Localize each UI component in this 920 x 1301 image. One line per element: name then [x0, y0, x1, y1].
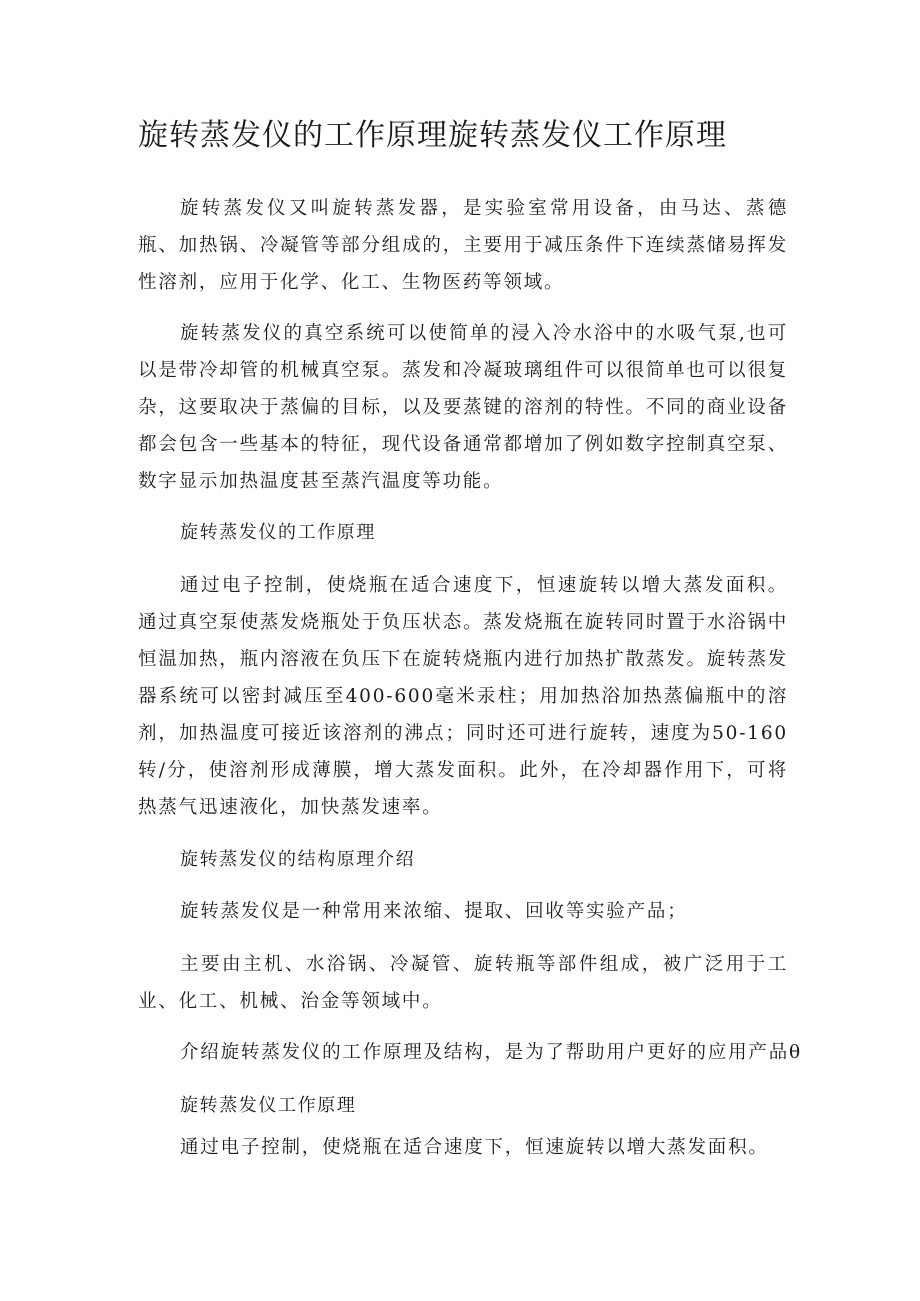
- purpose-line: 介绍旋转蒸发仪的工作原理及结构，是为了帮助用户更好的应用产品θ: [180, 1042, 802, 1063]
- document-title: 旋转蒸发仪的工作原理旋转蒸发仪工作原理: [138, 118, 727, 153]
- vacuum-system-paragraph: 旋转蒸发仪的真空系统可以使简单的浸入冷水浴中的水吸气泵,也可以是带冷却管的机械真空泵。蒸发和冷凝玻璃组件可以很简单也可以很复杂，这要取决于蒸偏的目标，以及要蒸键的溶剂的特性。不同的商业设备都会包含一些基本的特征，现代设备通常都增加了例如数字控制真空泵、数字显示加热温度甚至蒸汽温度等功能。: [138, 323, 788, 492]
- intro-paragraph: 旋转蒸发仪又叫旋转蒸发器，是实验室常用设备，由马达、蒸德瓶、加热锅、冷凝管等部分组成的，主要用于减压条件下连续蒸储易挥发性溶剂，应用于化学、化工、生物医药等领域。: [138, 198, 788, 293]
- components-paragraph: 主要由主机、水浴锅、冷凝管、旋转瓶等部件组成，被广泛用于工业、化工、机械、治金等领域中。: [138, 954, 788, 1012]
- section-heading-working-principle: 旋转蒸发仪的工作原理: [180, 522, 376, 543]
- section-heading-principle: 旋转蒸发仪工作原理: [180, 1095, 357, 1116]
- working-principle-paragraph: 通过电子控制，使烧瓶在适合速度下，恒速旋转以增大蒸发面积。通过真空泵使蒸发烧瓶处于负压状态。蒸发烧瓶在旋转同时置于水浴锅中恒温加热，瓶内溶液在负压下在旋转烧瓶内进行加热扩散蒸发。旋转蒸发器系统可以密封减压至400-600毫米汞柱；用加热浴加热蒸偏瓶中的溶剂，加热温度可接近该溶剂的沸点；同时还可进行旋转，速度为50-160转/分，使溶剂形成薄膜，增大蒸发面积。此外，在冷却器作用下，可将热蒸气迅速液化，加快蒸发速率。: [138, 575, 788, 818]
- closing-line: 通过电子控制，使烧瓶在适合速度下，恒速旋转以增大蒸发面积。: [180, 1137, 769, 1158]
- structure-intro-line: 旋转蒸发仪是一种常用来浓缩、提取、回收等实验产品；: [180, 901, 688, 922]
- section-heading-structure: 旋转蒸发仪的结构原理介绍: [180, 849, 416, 870]
